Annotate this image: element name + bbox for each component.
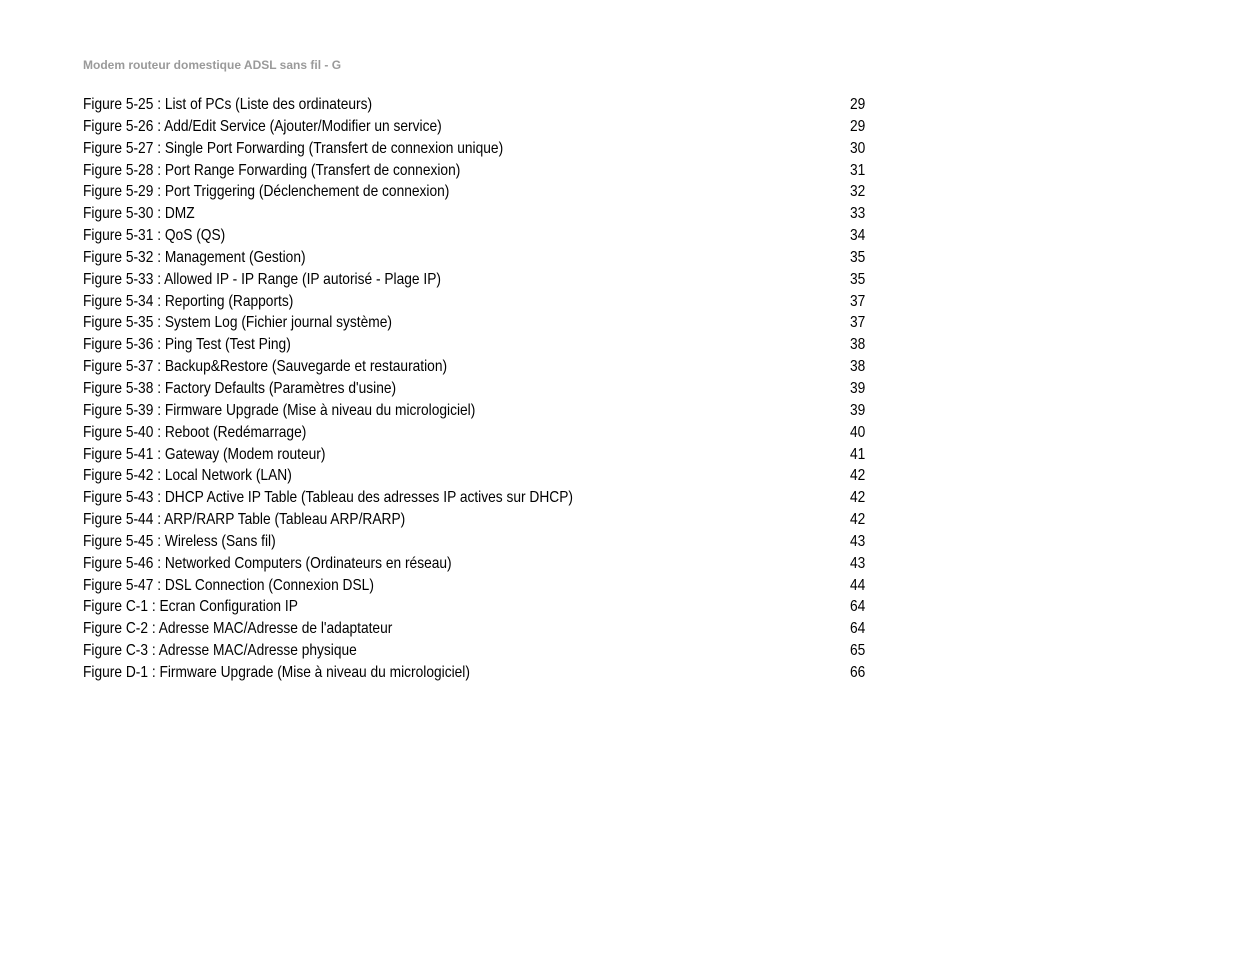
toc-entry-page-number: 37	[850, 314, 866, 332]
toc-entry-title: Figure 5-25 : List of PCs (Liste des ordinateurs)	[83, 96, 373, 113]
toc-entry-page-number: 64	[850, 598, 866, 616]
toc-entry-title: Figure 5-32 : Management (Gestion)	[83, 248, 306, 266]
figure-list	[83, 94, 883, 684]
toc-entry-page-number: 42	[850, 511, 866, 529]
toc-entry	[83, 291, 883, 313]
toc-entry	[83, 269, 883, 291]
toc-entry	[83, 138, 883, 160]
toc-entry-page-number: 35	[850, 270, 866, 288]
toc-entry-title: Figure 5-30 : DMZ	[83, 205, 195, 223]
toc-entry-title: Figure C-2 : Adresse MAC/Adresse de l'adaptateur	[83, 620, 393, 638]
toc-entry	[83, 531, 883, 553]
toc-entry	[83, 181, 883, 203]
toc-entry-page-number: 64	[850, 620, 866, 638]
toc-entry-page-number: 29	[850, 96, 866, 113]
toc-entry-title: Figure 5-47 : DSL Connection (Connexion DSL)	[83, 576, 374, 594]
toc-entry	[83, 378, 883, 400]
toc-entry-title: Figure 5-46 : Networked Computers (Ordinateurs en réseau)	[83, 554, 452, 572]
toc-entry-title: Figure 5-39 : Firmware Upgrade (Mise à niveau du micrologiciel)	[83, 401, 476, 419]
toc-entry-page-number: 43	[850, 532, 866, 550]
toc-entry	[83, 553, 883, 575]
toc-entry	[83, 356, 883, 378]
toc-entry	[83, 312, 883, 334]
toc-entry-page-number: 66	[850, 663, 866, 681]
toc-entry-title: Figure 5-41 : Gateway (Modem routeur)	[83, 445, 326, 463]
toc-entry-page-number: 65	[850, 642, 866, 660]
toc-entry-title: Figure 5-42 : Local Network (LAN)	[83, 467, 292, 485]
toc-entry-title: Figure 5-29 : Port Triggering (Déclenchement de connexion)	[83, 183, 450, 201]
toc-entry-page-number: 35	[850, 248, 866, 266]
toc-entry-page-number: 32	[850, 183, 866, 201]
toc-entry-title: Figure C-1 : Ecran Configuration IP	[83, 598, 298, 616]
page-header: Modem routeur domestique ADSL sans fil - G	[83, 58, 342, 72]
toc-entry	[83, 422, 883, 444]
toc-entry-page-number: 38	[850, 336, 866, 354]
toc-entry	[83, 400, 883, 422]
toc-entry-title: Figure 5-34 : Reporting (Rapports)	[83, 292, 294, 310]
toc-entry-title: Figure D-1 : Firmware Upgrade (Mise à niveau du micrologiciel)	[83, 663, 470, 681]
toc-entry	[83, 487, 883, 509]
toc-entry	[83, 94, 883, 116]
toc-entry-title: Figure 5-37 : Backup&Restore (Sauvegarde et restauration)	[83, 358, 448, 376]
toc-entry	[83, 575, 883, 597]
toc-entry	[83, 509, 883, 531]
toc-entry	[83, 160, 883, 182]
toc-entry-page-number: 44	[850, 576, 866, 594]
toc-entry	[83, 116, 883, 138]
toc-entry-page-number: 29	[850, 117, 866, 135]
toc-entry-page-number: 39	[850, 379, 866, 397]
toc-entry	[83, 444, 883, 466]
toc-entry	[83, 596, 883, 618]
toc-entry-title: Figure 5-40 : Reboot (Redémarrage)	[83, 423, 307, 441]
toc-entry-page-number: 30	[850, 139, 866, 157]
toc-entry-page-number: 43	[850, 554, 866, 572]
toc-entry-title: Figure 5-45 : Wireless (Sans fil)	[83, 532, 276, 550]
toc-entry-title: Figure 5-27 : Single Port Forwarding (Transfert de connexion unique)	[83, 139, 504, 157]
toc-entry-page-number: 34	[850, 227, 866, 245]
toc-entry-page-number: 33	[850, 205, 866, 223]
toc-entry-page-number: 42	[850, 467, 866, 485]
toc-entry-page-number: 40	[850, 423, 866, 441]
toc-entry-page-number: 31	[850, 161, 866, 179]
toc-entry	[83, 247, 883, 269]
toc-entry-title: Figure 5-44 : ARP/RARP Table (Tableau ARP/RARP)	[83, 511, 406, 529]
toc-entry-title: Figure 5-31 : QoS (QS)	[83, 227, 226, 245]
toc-entry	[83, 225, 883, 247]
toc-entry-title: Figure 5-43 : DHCP Active IP Table (Tableau des adresses IP actives sur DHCP)	[83, 489, 573, 507]
toc-entry-page-number: 39	[850, 401, 866, 419]
toc-entry	[83, 203, 883, 225]
toc-entry	[83, 640, 883, 662]
toc-entry	[83, 618, 883, 640]
toc-entry-page-number: 41	[850, 445, 866, 463]
toc-entry-page-number: 37	[850, 292, 866, 310]
toc-entry-title: Figure 5-28 : Port Range Forwarding (Transfert de connexion)	[83, 161, 461, 179]
toc-entry-page-number: 38	[850, 358, 866, 376]
toc-entry-title: Figure 5-35 : System Log (Fichier journal système)	[83, 314, 392, 332]
toc-entry	[83, 662, 883, 684]
toc-entry-page-number: 42	[850, 489, 866, 507]
toc-entry-title: Figure C-3 : Adresse MAC/Adresse physique	[83, 642, 357, 660]
toc-entry-title: Figure 5-38 : Factory Defaults (Paramètres d'usine)	[83, 379, 397, 397]
toc-entry-title: Figure 5-33 : Allowed IP - IP Range (IP autorisé - Plage IP)	[83, 270, 441, 288]
toc-entry-title: Figure 5-36 : Ping Test (Test Ping)	[83, 336, 291, 354]
toc-entry	[83, 465, 883, 487]
toc-entry-title: Figure 5-26 : Add/Edit Service (Ajouter/Modifier un service)	[83, 117, 442, 135]
toc-entry	[83, 334, 883, 356]
